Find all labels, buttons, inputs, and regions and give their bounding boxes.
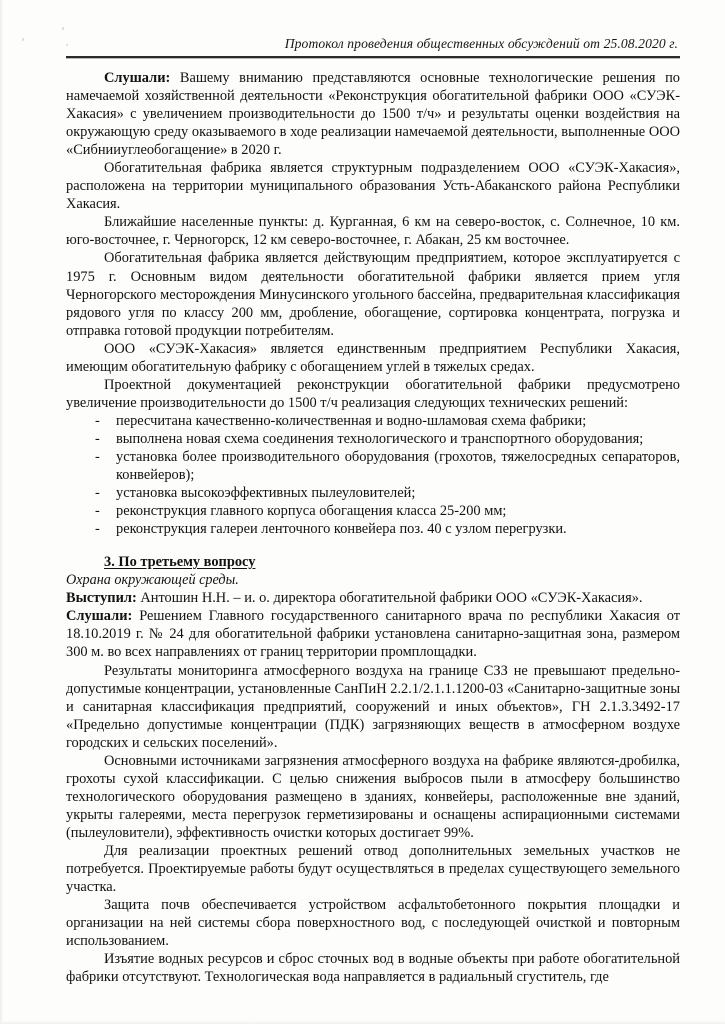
paragraph-land-allocation: Для реализации проектных решений отвод дополнительных земельных участков не потребуется. Проектируемые работы будут осуществляться в пределах существующего земельного участка. xyxy=(66,842,680,896)
list-item xyxy=(66,502,680,520)
list-item xyxy=(66,412,680,430)
paragraph-project-documentation: Проектной документацией реконструкции обогатительной фабрики предусмотрено увеличение производительности до 1500 т/ч реализация следующих технических решений: xyxy=(66,376,680,411)
list-bullet-dash: - xyxy=(95,485,100,502)
paragraph-nearest-settlements: Ближайшие населенные пункты: д. Курганная, 6 км на северо-восток, с. Солнечное, 10 км. юго-восточнее, г. Черногорск, 12 км северо-восточнее, г. Абакан, 25 км восточнее. xyxy=(66,214,680,249)
paragraph-air-monitoring: Результаты мониторинга атмосферного воздуха на границе СЗЗ не превышают предельно-допустимые концентрации, установленные СанПиН 2.2.1/2.1.1.1200-03 «Санитарно-защитные зоны и санитарная классификация предприятий, сооружений и иных объектов», ГН 2.1.3.3492-17 «Предельно допустимые концентрации (ПДК) загрязняющих веществ в атмосферном воздухе городских и сельских поселений». xyxy=(66,662,680,751)
list-bullet-dash: - xyxy=(95,430,100,447)
paragraph-lead-heard-2: Слушали: xyxy=(66,608,133,625)
header-divider-rule xyxy=(66,56,680,58)
scan-speck xyxy=(22,38,24,41)
list-bullet-dash: - xyxy=(95,521,100,538)
paragraph-heard-1 xyxy=(66,69,680,159)
paragraph-lead-speaker: Выступил: xyxy=(66,590,137,607)
list-item-text: реконструкция главного корпуса обогащения класса 25-200 мм; xyxy=(116,503,507,520)
document-header-title: Протокол проведения общественных обсуждений от 25.08.2020 г. xyxy=(284,36,678,51)
paragraph-speaker xyxy=(66,589,680,607)
scan-speck xyxy=(62,27,64,30)
list-item-text: пересчитана качественно-количественная и водно-шламовая схема фабрики; xyxy=(116,412,587,429)
paragraph-body: Антошин Н.Н. – и. о. директора обогатительной фабрики ООО «СУЭК-Хакасия». xyxy=(136,590,643,607)
list-item-text: реконструкция галереи ленточного конвейера поз. 40 с узлом перегрузки. xyxy=(116,521,567,538)
list-item xyxy=(66,430,680,448)
list-bullet-dash: - xyxy=(95,503,100,520)
paragraph-body: Вашему вниманию представляются основные технологические решения по намечаемой хозяйственной деятельности «Реконструкция обогатительной фабрики ООО «СУЭК-Хакасия» с увеличением производительности до 1500 т/ч» и результаты оценки воздействия на окружающую среду оказываемого в ходе реализации намечаемой деятельности, выполненные ООО «Сибнииуглеобогащение» в 2020 г. xyxy=(66,70,680,159)
paragraph-plant-subdivision: Обогатительная фабрика является структурным подразделением ООО «СУЭК-Хакасия», расположена на территории муниципального образования Усть-Абаканского района Республики Хакасия. xyxy=(66,160,680,213)
paragraph-sole-enterprise: ООО «СУЭК-Хакасия» является единственным предприятием Республики Хакасия, имеющим обогатительную фабрику с обогащением углей в тяжелых средах. xyxy=(66,340,680,375)
list-item xyxy=(66,448,680,484)
paragraph-heard-2 xyxy=(66,607,680,661)
list-item-text: установка более производительного оборудования (грохотов, тяжелосредных сепараторов, конвейеров); xyxy=(116,448,680,484)
list-bullet-dash: - xyxy=(95,412,100,429)
section-heading-question-3: 3. По третьему вопросу xyxy=(104,554,256,571)
list-bullet-dash: - xyxy=(95,448,100,465)
paragraph-operating-enterprise: Обогатительная фабрика является действующим предприятием, которое эксплуатируется с 1975 г. Основным видом деятельности обогатительной фабрики является прием угля Черногорского месторождения Минусинского угольного бассейна, предварительная классификация рядового угля по классу 200 мм, дробление, обогащение, сортировка концентрата, погрузка и отправка готовой продукции потребителям. xyxy=(66,250,680,339)
scan-edge-artifact-left xyxy=(0,0,3,1024)
page-content xyxy=(66,0,680,986)
technical-solutions-list xyxy=(66,412,680,538)
list-item-text: выполнена новая схема соединения технологического и транспортного оборудования; xyxy=(116,430,644,447)
list-item xyxy=(66,484,680,502)
list-item xyxy=(66,520,680,538)
subheading-environmental-protection: Охрана окружающей среды. xyxy=(66,572,239,589)
paragraph-soil-protection: Защита почв обеспечивается устройством асфальтобетонного покрытия площадки и организации на ней системы сбора поверхностного вод, с последующей очисткой и повторным использованием. xyxy=(66,897,680,950)
list-item-text: установка высокоэффективных пылеуловителей; xyxy=(116,485,416,502)
paragraph-pollution-sources: Основными источниками загрязнения атмосферного воздуха на фабрике являются-дробилка, грохоты сухой классификации. С целью снижения выбросов пыли в атмосферу большинство технологического оборудования размещено в зданиях, конвейеры, расположенные вне зданий, укрыты галереями, места перегрузок герметизированы и оснащены аспирационными системами (пылеуловители), эффективность очистки которых достигает 99%. xyxy=(66,752,680,841)
paragraph-body: Решением Главного государственного санитарного врача по республики Хакасия от 18.10.2019 г. № 24 для обогатительной фабрики установлена санитарно-защитная зона, размером 300 м. во всех направлениях от границ территории промплощадки. xyxy=(66,608,680,661)
paragraph-lead-heard: Слушали: xyxy=(104,70,171,86)
paragraph-water-resources: Изъятие водных ресурсов и сброс сточных вод в водные объекты при работе обогатительной фабрики отсутствуют. Технологическая вода направляется в радиальный сгуститель, где xyxy=(66,951,680,986)
